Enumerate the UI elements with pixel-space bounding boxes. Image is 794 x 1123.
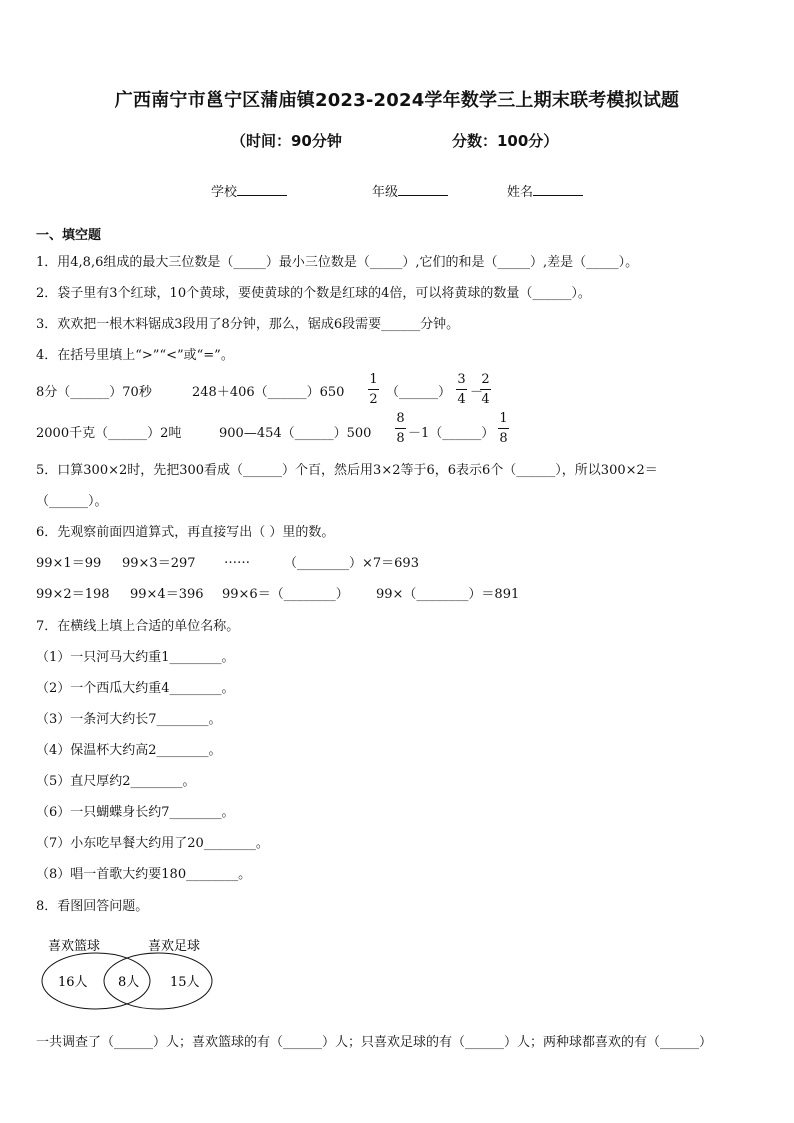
q6-r2-c2: 99×4＝396	[130, 587, 204, 602]
venn-right-count: 15人	[170, 975, 200, 990]
question-1[interactable]: 1．用4,8,6组成的最大三位数是（_____）最小三位数是（_____）,它们的和是（_____）,差是（_____）。	[36, 255, 639, 270]
q6-r2-c3[interactable]: 99×6＝（________）	[222, 587, 349, 602]
compare-f[interactable]: －1（______）	[408, 426, 495, 441]
exam-time: （时间：90分钟	[231, 132, 342, 150]
q6-r1-c1: 99×1＝99	[36, 556, 102, 571]
compare-a[interactable]: 8分（______）70秒	[36, 385, 152, 400]
compare-e[interactable]: 900—454（______）500	[219, 426, 372, 441]
question-5-line1[interactable]: 5．口算300×2时，先把300看成（______）个百，然后用3×2等于6，6表示6个（______），所以300×2＝	[36, 463, 658, 478]
fraction-3-4: 3 4	[457, 372, 466, 407]
section-fill-blank: 一、填空题	[36, 228, 102, 243]
venn-label-basketball: 喜欢篮球	[48, 939, 101, 954]
question-3[interactable]: 3．欢欢把一根木料锯成3段用了8分钟，那么，锯成6段需要______分钟。	[36, 317, 460, 332]
exam-score: 分数：100分）	[452, 132, 559, 150]
grade-field[interactable]: 年级	[372, 181, 448, 200]
minus-sign: －	[470, 385, 484, 400]
fraction-1-8: 1 8	[499, 411, 508, 446]
q7-item-5[interactable]: （5）直尺厚约2________。	[36, 774, 196, 789]
fraction-2-4: 2 4	[481, 372, 490, 407]
question-2[interactable]: 2．袋子里有3个红球，10个黄球，要使黄球的个数是红球的4倍，可以将黄球的数量（______）。	[36, 286, 591, 301]
q7-item-8[interactable]: （8）唱一首歌大约要180________。	[36, 867, 252, 882]
fraction-1-2: 1 2	[369, 372, 378, 407]
compare-d[interactable]: 2000千克（______）2吨	[36, 426, 182, 441]
page-title: 广西南宁市邕宁区蒲庙镇2023-2024学年数学三上期末联考模拟试题	[114, 90, 680, 111]
q6-r2-c4[interactable]: 99×（________）＝891	[376, 587, 520, 602]
venn-diagram	[36, 930, 226, 1020]
question-5-line2[interactable]: （______）。	[36, 494, 108, 509]
q7-item-4[interactable]: （4）保温杯大约高2________。	[36, 743, 222, 758]
question-8: 8．看图回答问题。	[36, 899, 149, 914]
compare-b[interactable]: 248＋406（______）650	[192, 385, 345, 400]
q6-r2-c1: 99×2＝198	[36, 587, 110, 602]
q6-r1-c3: ……	[224, 552, 250, 567]
q6-r1-c4[interactable]: （________）×7＝693	[284, 556, 419, 571]
name-field[interactable]: 姓名	[507, 181, 583, 200]
q7-item-7[interactable]: （7）小东吃早餐大约用了20________。	[36, 836, 269, 851]
venn-left-count: 16人	[58, 975, 88, 990]
question-7: 7．在横线上填上合适的单位名称。	[36, 619, 240, 634]
q7-item-3[interactable]: （3）一条河大约长7________。	[36, 712, 222, 727]
school-field[interactable]: 学校	[211, 181, 287, 200]
question-6: 6．先观察前面四道算式，再直接写出（ ）里的数。	[36, 525, 335, 540]
compare-c-blank[interactable]: （______）	[386, 385, 452, 400]
q7-item-1[interactable]: （1）一只河马大约重1________。	[36, 650, 235, 665]
q7-item-2[interactable]: （2）一个西瓜大约重4________。	[36, 681, 235, 696]
fraction-8-8: 8 8	[396, 411, 405, 446]
question-8-answer[interactable]: 一共调查了（______）人；喜欢篮球的有（______）人；只喜欢足球的有（______）人；两种球都喜欢的有（______）	[36, 1035, 713, 1050]
venn-label-football: 喜欢足球	[148, 939, 201, 954]
question-4: 4．在括号里填上“>”“<”或“=”。	[36, 348, 234, 363]
q7-item-6[interactable]: （6）一只蝴蝶身长约7________。	[36, 805, 235, 820]
venn-mid-count: 8人	[118, 975, 140, 990]
q6-r1-c2: 99×3＝297	[122, 556, 196, 571]
